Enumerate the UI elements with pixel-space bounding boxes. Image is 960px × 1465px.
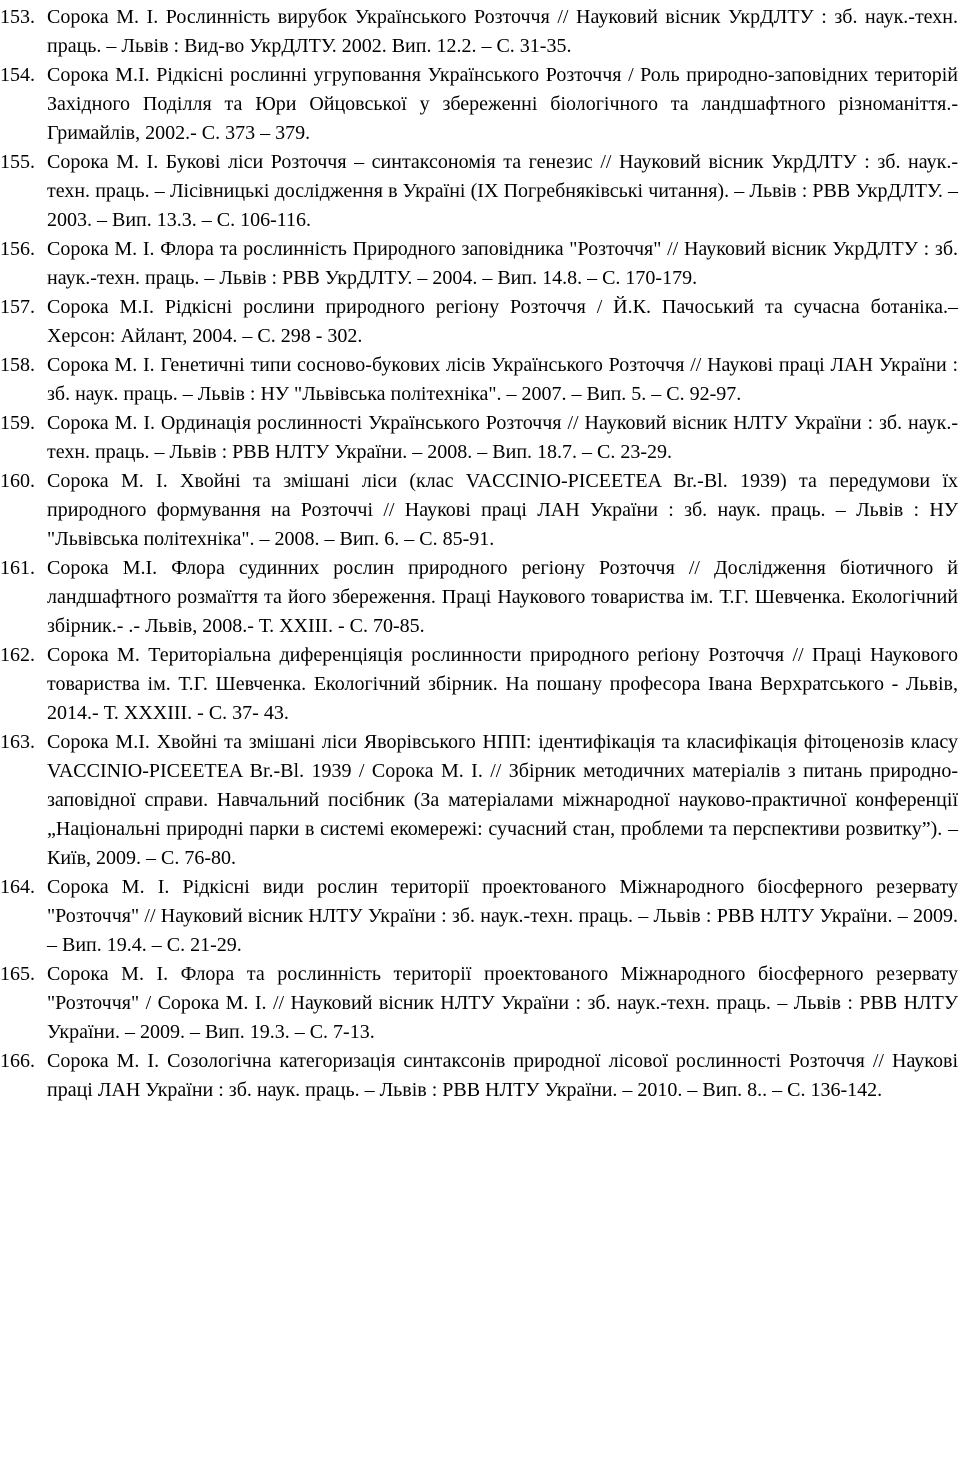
reference-number: 156. [0, 238, 35, 260]
reference-item [0, 873, 958, 960]
reference-number: 161. [0, 557, 35, 579]
reference-item [0, 293, 958, 351]
reference-text: Сорока М. І. Хвойні та змішані ліси (клас VACCINIO-PICEETEA Br.-Bl. 1939) та передумови їх природного формування на Розточчі // Наукові праці ЛАН України : зб. наук. праць. – Львів : НУ "Львівська політехніка". – 2008. – Вип. 6. – С. 85-91. [47, 470, 958, 550]
reference-item [0, 641, 958, 728]
reference-text: Сорока М.І. Хвойні та змішані ліси Яворівського НПП: ідентифікація та класифікація фітоценозів класу VACCINIO-PICEETEA Br.-Bl. 1939 / Сорока М. І. // Збірник методичних матеріалів з питань природно-заповідної справи. Навчальний посібник (За матеріалами міжнародної науково-практичної конференції „Національні природні парки в системі екомережі: сучасний стан, проблеми та перспективи розвитку”). – Київ, 2009. – С. 76-80. [47, 731, 958, 869]
reference-number: 158. [0, 354, 35, 376]
reference-item [0, 960, 958, 1047]
reference-item [0, 61, 958, 148]
reference-item [0, 467, 958, 554]
reference-item [0, 409, 958, 467]
reference-number: 166. [0, 1050, 35, 1072]
reference-item [0, 1047, 958, 1105]
reference-text: Сорока М. І. Флора та рослинність Природного заповідника "Розточчя" // Науковий вісник УкрДЛТУ : зб. наук.-техн. праць. – Львів : РВВ УкрДЛТУ. – 2004. – Вип. 14.8. – С. 170-179. [47, 238, 958, 289]
reference-text: Сорока М. І. Генетичні типи сосново-букових лісів Українського Розточчя // Наукові праці ЛАН України : зб. наук. праць. – Львів : НУ "Львівська політехніка". – 2007. – Вип. 5. – С. 92-97. [47, 354, 958, 405]
reference-text: Сорока М.І. Рідкісні рослинні угруповання Українського Розточчя / Роль природно-заповідних територій Західного Поділля та Юри Ойцовської у збереженні біологічного та ландшафтного різноманіття.- Гримайлів, 2002.- С. 373 – 379. [47, 64, 958, 144]
reference-number: 157. [0, 296, 35, 318]
reference-item [0, 235, 958, 293]
reference-item [0, 351, 958, 409]
reference-item [0, 554, 958, 641]
reference-number: 159. [0, 412, 35, 434]
reference-text: Сорока М. І. Букові ліси Розточчя – синтаксономія та генезис // Науковий вісник УкрДЛТУ : зб. наук.-техн. праць. – Лісівницькі дослідження в Україні (IX Погребняківські читання). – Львів : РВВ УкрДЛТУ. – 2003. – Вип. 13.3. – С. 106-116. [47, 151, 958, 231]
reference-text: Сорока М. І. Рослинність вирубок Українського Розточчя // Науковий вісник УкрДЛТУ : зб. наук.-техн. праць. – Львів : Вид-во УкрДЛТУ. 2002. Вип. 12.2. – С. 31-35. [47, 6, 958, 57]
reference-item [0, 728, 958, 873]
reference-number: 160. [0, 470, 35, 492]
reference-text: Сорока М. І. Созологічна категоризація синтаксонів природної лісової рослинності Розточчя // Наукові праці ЛАН України : зб. наук. праць. – Львів : РВВ НЛТУ України. – 2010. – Вип. 8.. – С. 136-142. [47, 1050, 958, 1101]
reference-text: Сорока М.І. Флора судинних рослин природного регіону Розточчя // Дослідження біотичного й ландшафтного розмаїття та його збереження. Праці Наукового товариства ім. Т.Г. Шевченка. Екологічний збірник.- .- Львів, 2008.- Т. XXIII. - С. 70-85. [47, 557, 958, 637]
reference-number: 153. [0, 6, 35, 28]
reference-number: 154. [0, 64, 35, 86]
reference-number: 164. [0, 876, 35, 898]
reference-text: Сорока М. І. Рідкісні види рослин території проектованого Міжнародного біосферного резервату "Розточчя" // Науковий вісник НЛТУ України : зб. наук.-техн. праць. – Львів : РВВ НЛТУ України. – 2009. – Вип. 19.4. – С. 21-29. [47, 876, 958, 956]
reference-text: Сорока М. І. Флора та рослинність території проектованого Міжнародного біосферного резервату "Розточчя" / Сорока М. І. // Науковий вісник НЛТУ України : зб. наук.-техн. праць. – Львів : РВВ НЛТУ України. – 2009. – Вип. 19.3. – С. 7-13. [47, 963, 958, 1043]
reference-number: 163. [0, 731, 35, 753]
reference-text: Сорока М. Територіальна диференціяція рослинности природного реґіону Розточчя // Праці Наукового товариства ім. Т.Г. Шевченка. Екологічний збірник. На пошану професора Івана Верхратського - Львів, 2014.- Т. XXXIII. - С. 37- 43. [47, 644, 958, 724]
reference-number: 155. [0, 151, 35, 173]
reference-text: Сорока М.І. Рідкісні рослини природного регіону Розточчя / Й.К. Пачоський та сучасна ботаніка.– Херсон: Айлант, 2004. – С. 298 - 302. [47, 296, 958, 347]
reference-number: 165. [0, 963, 35, 985]
reference-item [0, 3, 958, 61]
reference-text: Сорока М. І. Ординація рослинності Українського Розточчя // Науковий вісник НЛТУ України : зб. наук.-техн. праць. – Львів : РВВ НЛТУ України. – 2008. – Вип. 18.7. – С. 23-29. [47, 412, 958, 463]
reference-number: 162. [0, 644, 35, 666]
reference-item [0, 148, 958, 235]
